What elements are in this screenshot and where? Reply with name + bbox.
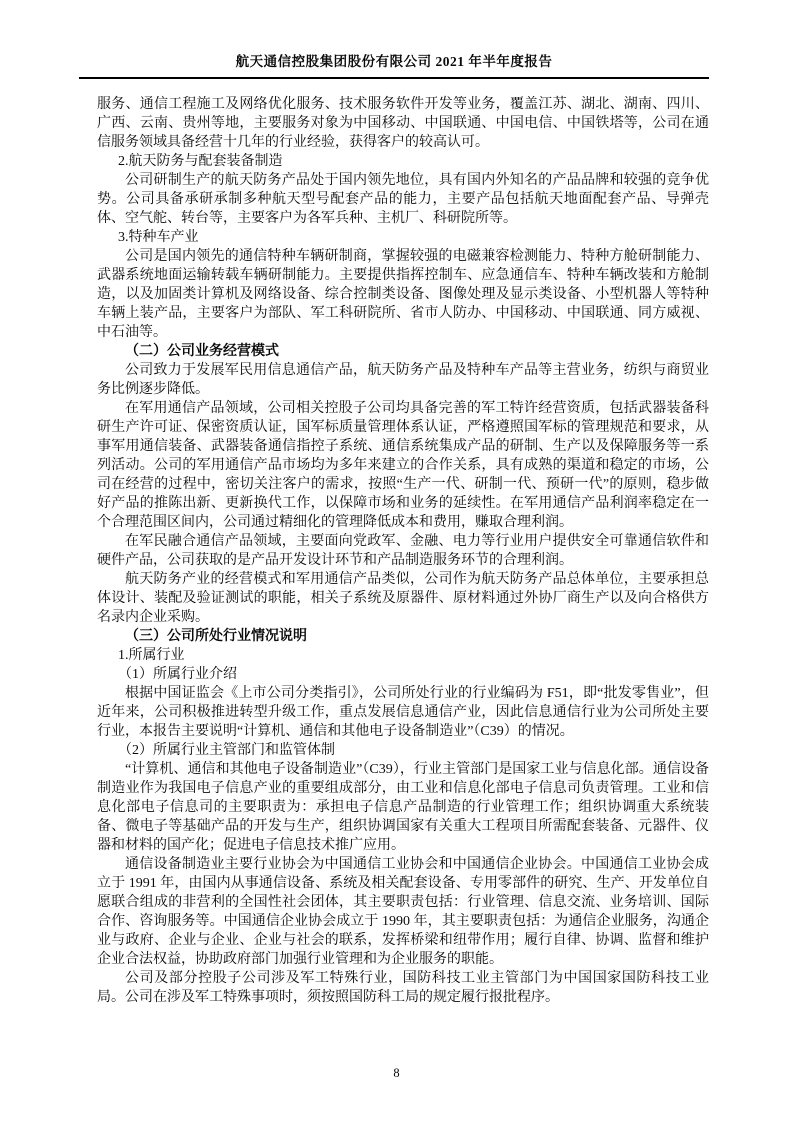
paragraph-military-regulation: 公司及部分控股子公司涉及军工特殊行业，国防科技工业主管部门为中国国家国防科技工业局。公司在涉及军工特殊事项时，须按照国防科工局的规定履行报批程序。 bbox=[97, 971, 709, 1005]
paragraph-special-vehicles: 公司是国内领先的通信特种车辆研制商，掌握较强的电磁兼容检测能力、特种方舱研制能力、武器系统地面运输转载车辆研制能力。主要提供指挥控制车、应急通信车、特种车辆改装和方舱制造，以及加固类计算机及网络设备、综合控制类设备、图像处理及显示类设备、小型机器人等特种车辆上装产品，主要客户为部队、军工科研院所、省市人防办、中国移动、中国联通、同方威视、中石油等。 bbox=[97, 249, 709, 340]
paragraph-military-telecom: 在军用通信产品领域，公司相关控股子公司均具备完善的军工特许经营资质，包括武器装备科研生产许可证、保密资质认证，国军标质量管理体系认证，严格遵照国军标的管理规范和要求，从事军用通信装备、武器装备通信指控子系统、通信系统集成产品的研制、生产以及保障服务等一系列活动。公司的军用通信产品市场均为多年来建立的合作关系，具有成熟的渠道和稳定的市场，公司在经营的过程中，密切关注客户的需求，按照“生产一代、研制一代、预研一代”的原则，稳步做好产品的推陈出新、更新换代工作，以保障市场和业务的延续性。在军用通信产品利润率稳定在一个合理范围区间内，公司通过精细化的管理降低成本和费用，赚取合理利润。 bbox=[97, 401, 709, 530]
item-heading-industry-intro: （1）所属行业介绍 bbox=[118, 667, 237, 682]
item-heading-special-vehicles: 3.特种车产业 bbox=[118, 230, 199, 245]
item-heading-regulators: （2）所属行业主管部门和监管体制 bbox=[118, 743, 335, 758]
section-heading-industry: （三）公司所处行业情况说明 bbox=[125, 629, 307, 644]
paragraph-aerospace-defense: 公司研制生产的航天防务产品处于国内领先地位，具有国内外知名的产品品牌和较强的竞争优势。公司具备承研承制多种航天型号配套产品的能力，主要产品包括航天地面配套产品、导弹壳体、空气舵、转台等，主要客户为各军兵种、主机厂、科研院所等。 bbox=[97, 173, 709, 226]
paragraph-telecom-services: 服务、通信工程施工及网络优化服务、技术服务软件开发等业务，覆盖江苏、湖北、湖南、四川、广西、云南、贵州等地，主要服务对象为中国移动、中国联通、中国电信、中国铁塔等，公司在通信服务领域具备经营十几年的行业经验，获得客户的较高认可。 bbox=[97, 97, 709, 150]
item-heading-industry: 1.所属行业 bbox=[118, 648, 185, 663]
paragraph-regulators: “计算机、通信和其他电子设备制造业”（C39），行业主管部门是国家工业与信息化部。通信设备制造业作为我国电子信息产业的重要组成部分，由工业和信息化部电子信息司负责管理。工业和信息化部电子信息司的主要职责为：承担电子信息产品制造的行业管理工作；组织协调重大系统装备、微电子等基础产品的开发与生产，组织协调国家有关重大工程项目所需配套装备、元器件、仪器和材料的国产化；促进电子信息技术推广应用。 bbox=[97, 762, 709, 853]
page-number: 8 bbox=[393, 1066, 400, 1080]
item-heading-aerospace-defense: 2.航天防务与配套装备制造 bbox=[118, 154, 283, 169]
page-header bbox=[79, 50, 709, 79]
paragraph-industry-associations: 通信设备制造业主要行业协会为中国通信工业协会和中国通信企业协会。中国通信工业协会成立于 1991 年，由国内从事通信设备、系统及相关配套设备、专用零部件的研究、生产、开发单位自愿联合组成的非营利的全国性社会团体，其主要职责包括：行业管理、信息交流、业务培训、国际合作、咨询服务等。中国通信企业协会成立于 1990 年，其主要职责包括：为通信企业服务，沟通企业与政府、企业与企业、企业与社会的联系，发挥桥梁和纽带作用；履行自律、协调、监督和维护企业合法权益，协助政府部门加强行业管理和为企业服务的职能。 bbox=[97, 857, 709, 967]
paragraph-industry-intro: 根据中国证监会《上市公司分类指引》，公司所处行业的行业编码为 F51，即“批发零售业”，但近年来，公司积极推进转型升级工作，重点发展信息通信产业，因此信息通信行业为公司所处主要行业，本报告主要说明“计算机、通信和其他电子设备制造业”（C39）的情况。 bbox=[97, 686, 709, 739]
section-heading-business-model: （二）公司业务经营模式 bbox=[125, 344, 279, 359]
paragraph-civil-military-telecom: 在军民融合通信产品领域，主要面向党政军、金融、电力等行业用户提供安全可靠通信软件和硬件产品，公司获取的是产品开发设计环节和产品制造服务环节的合理利润。 bbox=[97, 534, 709, 568]
page-footer bbox=[0, 1066, 793, 1081]
paragraph-defense-business-model: 航天防务产业的经营模式和军用通信产品类似，公司作为航天防务产品总体单位，主要承担总体设计、装配及验证测试的职能，相关子系统及原器件、原材料通过外协厂商生产以及向合格供方名录内企业采购。 bbox=[97, 572, 709, 625]
document-body bbox=[97, 95, 709, 1007]
paragraph-business-overview: 公司致力于发展军民用信息通信产品，航天防务产品及特种车产品等主营业务，纺织与商贸业务比例逐步降低。 bbox=[97, 363, 709, 397]
report-title: 航天通信控股集团股份有限公司 2021 年半年度报告 bbox=[235, 54, 553, 69]
